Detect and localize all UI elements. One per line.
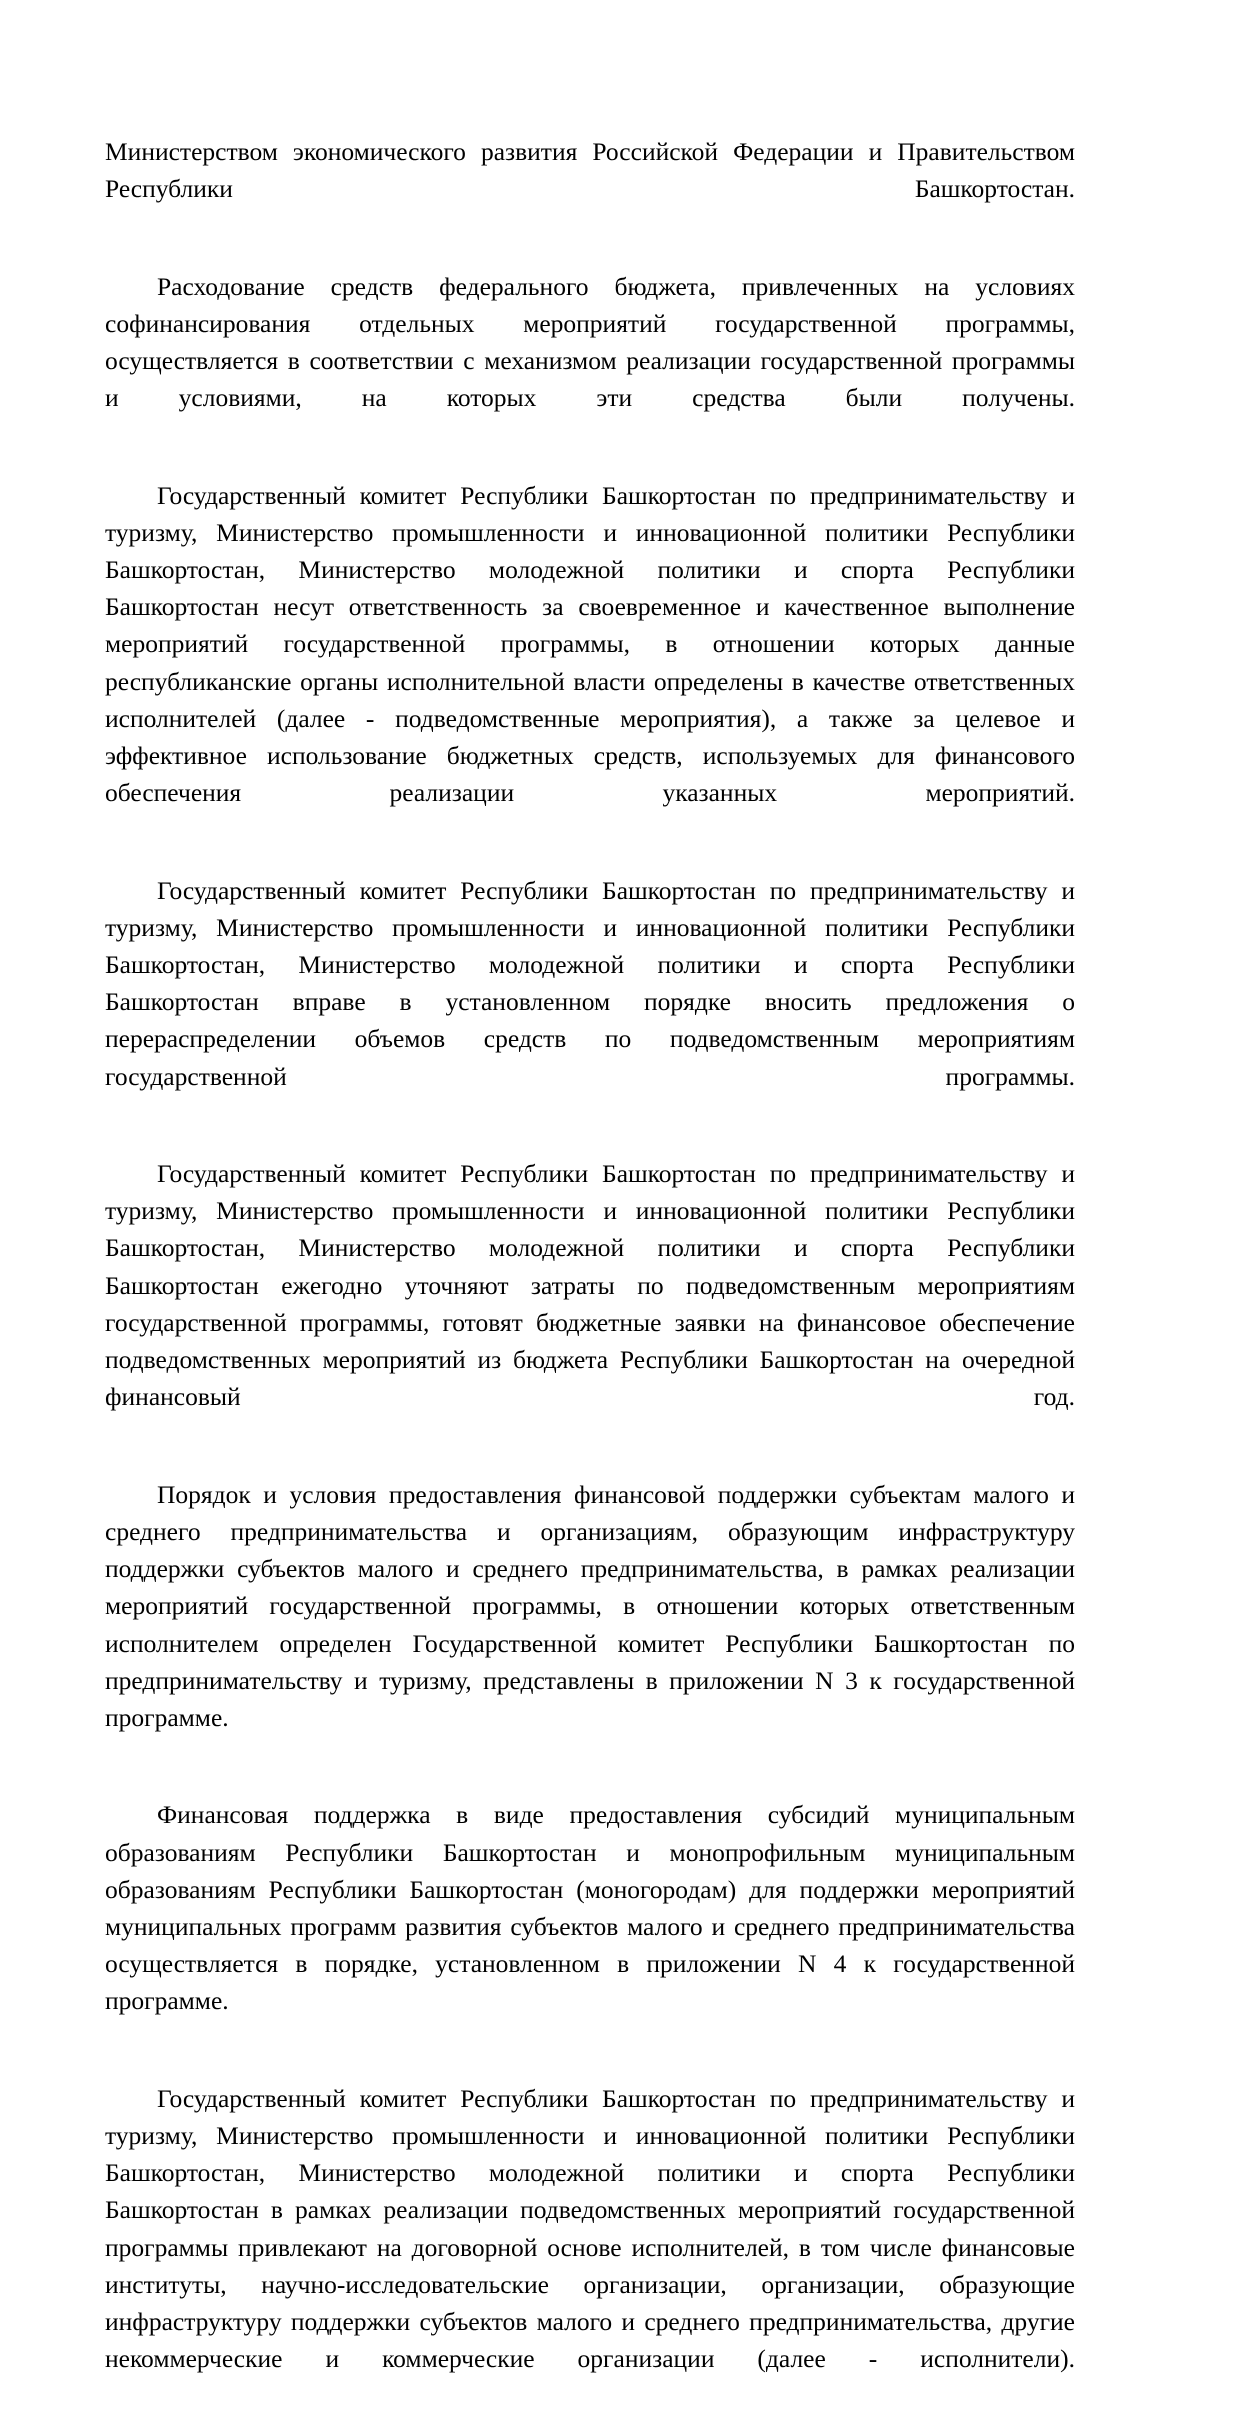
paragraph-annual-cost-clarification: Государственный комитет Республики Башкортостан по предпринимательству и туризму, Министерство промышленности и инновационной политики Республики Башкортостан, Министерство молодежной политики и спорта Республики Башкортостан ежегодно уточняют затраты по подведомственным мероприятиям государственной программы, готовят бюджетные заявки на финансовое обеспечение подведомственных мероприятий из бюджета Республики Башкортостан на очередной финансовый год. [105, 1159, 1075, 1412]
paragraph-redistribution-proposals: Государственный комитет Республики Башкортостан по предпринимательству и туризму, Министерство промышленности и инновационной политики Республики Башкортостан, Министерство молодежной политики и спорта Республики Башкортостан вправе в установленном порядке вносить предложения о перераспределении объемов средств по подведомственным мероприятиям государственной программы. [105, 875, 1075, 1091]
paragraph-continuation: Министерством экономического развития Российской Федерации и Правительством Республики Башкортостан. [105, 137, 1075, 204]
paragraph-municipal-subsidies: Финансовая поддержка в виде предоставления субсидий муниципальным образованиям Республики Башкортостан и монопрофильным муниципальным образованиям Республики Башкортостан (моногородам) для поддержки мероприятий муниципальных программ развития субъектов малого и среднего предпринимательства осуществляется в порядке, установленном в приложении N 4 к государственной программе. [105, 1800, 1075, 2016]
document-text-column [105, 133, 1075, 2415]
paragraph-contracted-executors: Государственный комитет Республики Башкортостан по предпринимательству и туризму, Министерство промышленности и инновационной политики Республики Башкортостан, Министерство молодежной политики и спорта Республики Башкортостан в рамках реализации подведомственных мероприятий государственной программы привлекают на договорной основе исполнителей, в том числе финансовые институты, научно-исследовательские организации, организации, образующие инфраструктуру поддержки субъектов малого и среднего предпринимательства, другие некоммерческие и коммерческие организации (далее - исполнители). [105, 2083, 1075, 2374]
paragraph-federal-budget-spending: Расходование средств федерального бюджета, привлеченных на условиях софинансирования отдельных мероприятий государственной программы, осуществляется в соответствии с механизмом реализации государственной программы и условиями, на которых эти средства были получены. [105, 271, 1075, 413]
paragraph-financial-support-procedure: Порядок и условия предоставления финансовой поддержки субъектам малого и среднего предпринимательства и организациям, образующим инфраструктуру поддержки субъектов малого и среднего предпринимательства, в рамках реализации мероприятий государственной программы, в отношении которых ответственным исполнителем определен Государственной комитет Республики Башкортостан по предпринимательству и туризму, представлены в приложении N 3 к государственной программе. [105, 1479, 1075, 1732]
paragraph-responsibility: Государственный комитет Республики Башкортостан по предпринимательству и туризму, Министерство промышленности и инновационной политики Республики Башкортостан, Министерство молодежной политики и спорта Республики Башкортостан несут ответственность за своевременное и качественное выполнение мероприятий государственной программы, в отношении которых данные республиканские органы исполнительной власти определены в качестве ответственных исполнителей (далее - подведомственные мероприятия), а также за целевое и эффективное использование бюджетных средств, используемых для финансового обеспечения реализации указанных мероприятий. [105, 480, 1075, 808]
